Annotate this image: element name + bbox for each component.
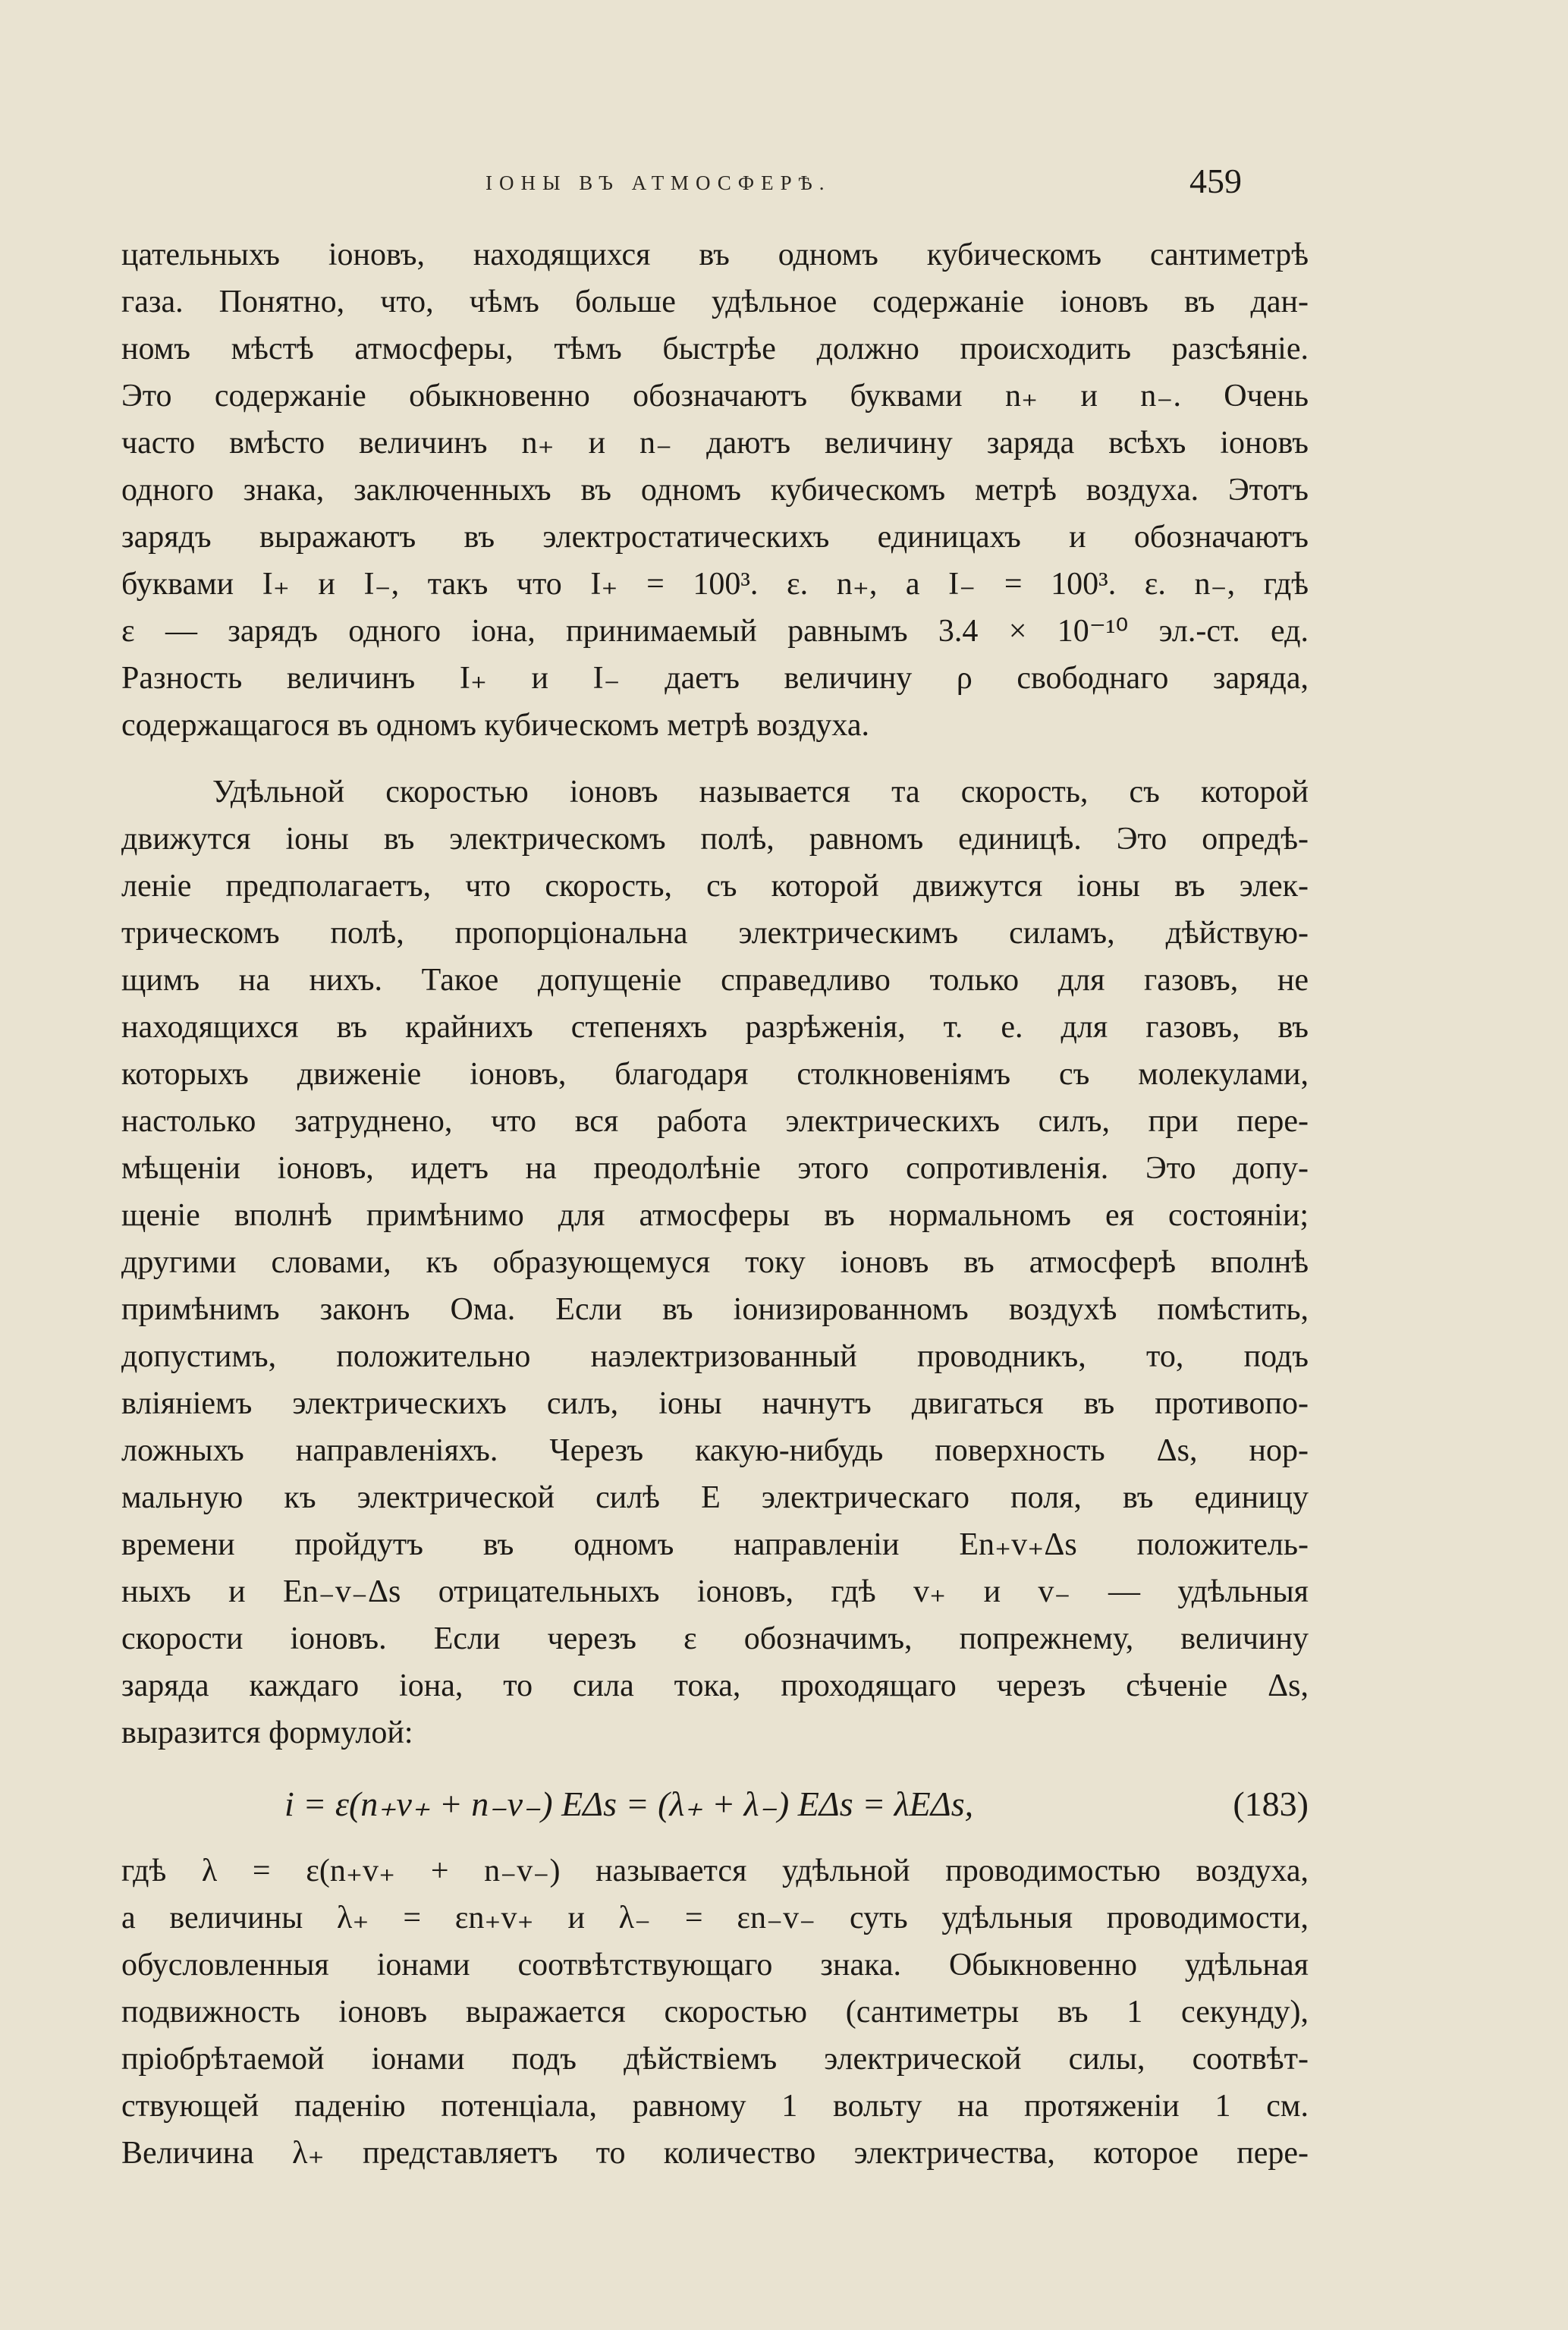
text-line: ствующей паденію потенціала, равному 1 вольту на протяженіи 1 см. <box>121 2089 1309 2124</box>
text-line: заряда каждаго іона, то сила тока, проходящаго черезъ сѣченіе Δs, <box>121 1668 1309 1703</box>
text-line: содержащагося въ одномъ кубическомъ метрѣ воздуха. <box>121 708 869 743</box>
paragraph-3 <box>121 1847 1309 2177</box>
equation-183 <box>121 1772 1309 1847</box>
text-line: времени пройдутъ въ одномъ направленіи En₊v₊Δs положитель- <box>121 1527 1309 1562</box>
text-line: допустимъ, положительно наэлектризованный проводникъ, то, подъ <box>121 1339 1309 1374</box>
text-line: мѣщеніи іоновъ, идетъ на преодолѣніе этого сопротивленія. Это допу- <box>121 1151 1309 1186</box>
text-line: движутся іоны въ электрическомъ полѣ, равномъ единицѣ. Это опредѣ- <box>121 822 1309 857</box>
text-line: щеніе вполнѣ примѣнимо для атмосферы въ нормальномъ ея состояніи; <box>121 1198 1309 1233</box>
text-line: часто вмѣсто величинъ n₊ и n₋ даютъ величину заряда всѣхъ іоновъ <box>121 426 1309 461</box>
text-line: настолько затруднено, что вся работа электрическихъ силъ, при пере- <box>121 1104 1309 1139</box>
text-line: газа. Понятно, что, чѣмъ больше удѣльное содержаніе іоновъ въ дан- <box>121 285 1309 319</box>
text-line: Величина λ₊ представляетъ то количество электричества, которое пере- <box>121 2136 1309 2171</box>
equation-number: (183) <box>1233 1784 1309 1823</box>
running-head <box>0 161 1568 206</box>
text-line: скорости іоновъ. Если черезъ ε обозначимъ, попрежнему, величину <box>121 1621 1309 1656</box>
text-line: ныхъ и En₋v₋Δs отрицательныхъ іоновъ, гдѣ v₊ и v₋ — удѣльныя <box>121 1574 1309 1609</box>
text-line: гдѣ λ = ε(n₊v₊ + n₋v₋) называется удѣльной проводимостью воздуха, <box>121 1854 1309 1888</box>
body-text <box>121 231 1309 2177</box>
text-line: одного знака, заключенныхъ въ одномъ кубическомъ метрѣ воздуха. Этотъ <box>121 473 1309 508</box>
text-line: буквами I₊ и I₋, такъ что I₊ = 100³. ε. n₊, а I₋ = 100³. ε. n₋, гдѣ <box>121 567 1309 602</box>
text-line: трическомъ полѣ, пропорціональна электрическимъ силамъ, дѣйствую- <box>121 916 1309 951</box>
text-line: Разность величинъ I₊ и I₋ даетъ величину ρ свободнаго заряда, <box>121 661 1309 696</box>
paragraph-1 <box>121 231 1309 749</box>
running-head-title: ІОНЫ ВЪ АТМОСФЕРѢ. <box>485 171 831 194</box>
text-line: находящихся въ крайнихъ степеняхъ разрѣженія, т. е. для газовъ, въ <box>121 1010 1309 1045</box>
page-number: 459 <box>1189 162 1242 200</box>
text-line: вліяніемъ электрическихъ силъ, іоны начнутъ двигаться въ противопо- <box>121 1386 1309 1421</box>
text-line: примѣнимъ законъ Ома. Если въ іонизированномъ воздухѣ помѣстить, <box>121 1292 1309 1327</box>
text-line: цательныхъ іоновъ, находящихся въ одномъ кубическомъ сантиметрѣ <box>121 237 1309 272</box>
text-line: ложныхъ направленіяхъ. Черезъ какую-нибудь поверхность Δs, нор- <box>121 1433 1309 1468</box>
paragraph-gap <box>121 749 1309 769</box>
text-line: ε — зарядъ одного іона, принимаемый равнымъ 3.4 × 10⁻¹⁰ эл.-ст. ед. <box>121 614 1309 649</box>
text-line: которыхъ движеніе іоновъ, благодаря столкновеніямъ съ молекулами, <box>121 1057 1309 1092</box>
text-line: мальную къ электрической силѣ E электрическаго поля, въ единицу <box>121 1480 1309 1515</box>
equation-expression: i = ε(n₊v₊ + n₋v₋) EΔs = (λ₊ + λ₋) EΔs = λEΔs, <box>284 1784 974 1823</box>
text-line: другими словами, къ образующемуся току іоновъ въ атмосферѣ вполнѣ <box>121 1245 1309 1280</box>
text-line: подвижность іоновъ выражается скоростью (сантиметры въ 1 секунду), <box>121 1995 1309 2030</box>
text-line: выразится формулой: <box>121 1715 413 1750</box>
text-line: пріобрѣтаемой іонами подъ дѣйствіемъ электрической силы, соотвѣт- <box>121 2042 1309 2077</box>
paragraph-2 <box>121 769 1309 1756</box>
text-line: щимъ на нихъ. Такое допущеніе справедливо только для газовъ, не <box>121 963 1309 998</box>
text-line: зарядъ выражаютъ въ электростатическихъ единицахъ и обозначаютъ <box>121 520 1309 555</box>
text-line: а величины λ₊ = εn₊v₊ и λ₋ = εn₋v₋ суть удѣльныя проводимости, <box>121 1901 1309 1935</box>
text-line: Это содержаніе обыкновенно обозначаютъ буквами n₊ и n₋. Очень <box>121 379 1309 413</box>
text-line: Удѣльной скоростью іоновъ называется та скорость, съ которой <box>212 775 1309 810</box>
text-line: номъ мѣстѣ атмосферы, тѣмъ быстрѣе должно происходить разсѣяніе. <box>121 332 1309 366</box>
text-line: леніе предполагаетъ, что скорость, съ которой движутся іоны въ элек- <box>121 869 1309 904</box>
text-line: обусловленныя іонами соотвѣтствующаго знака. Обыкновенно удѣльная <box>121 1948 1309 1983</box>
